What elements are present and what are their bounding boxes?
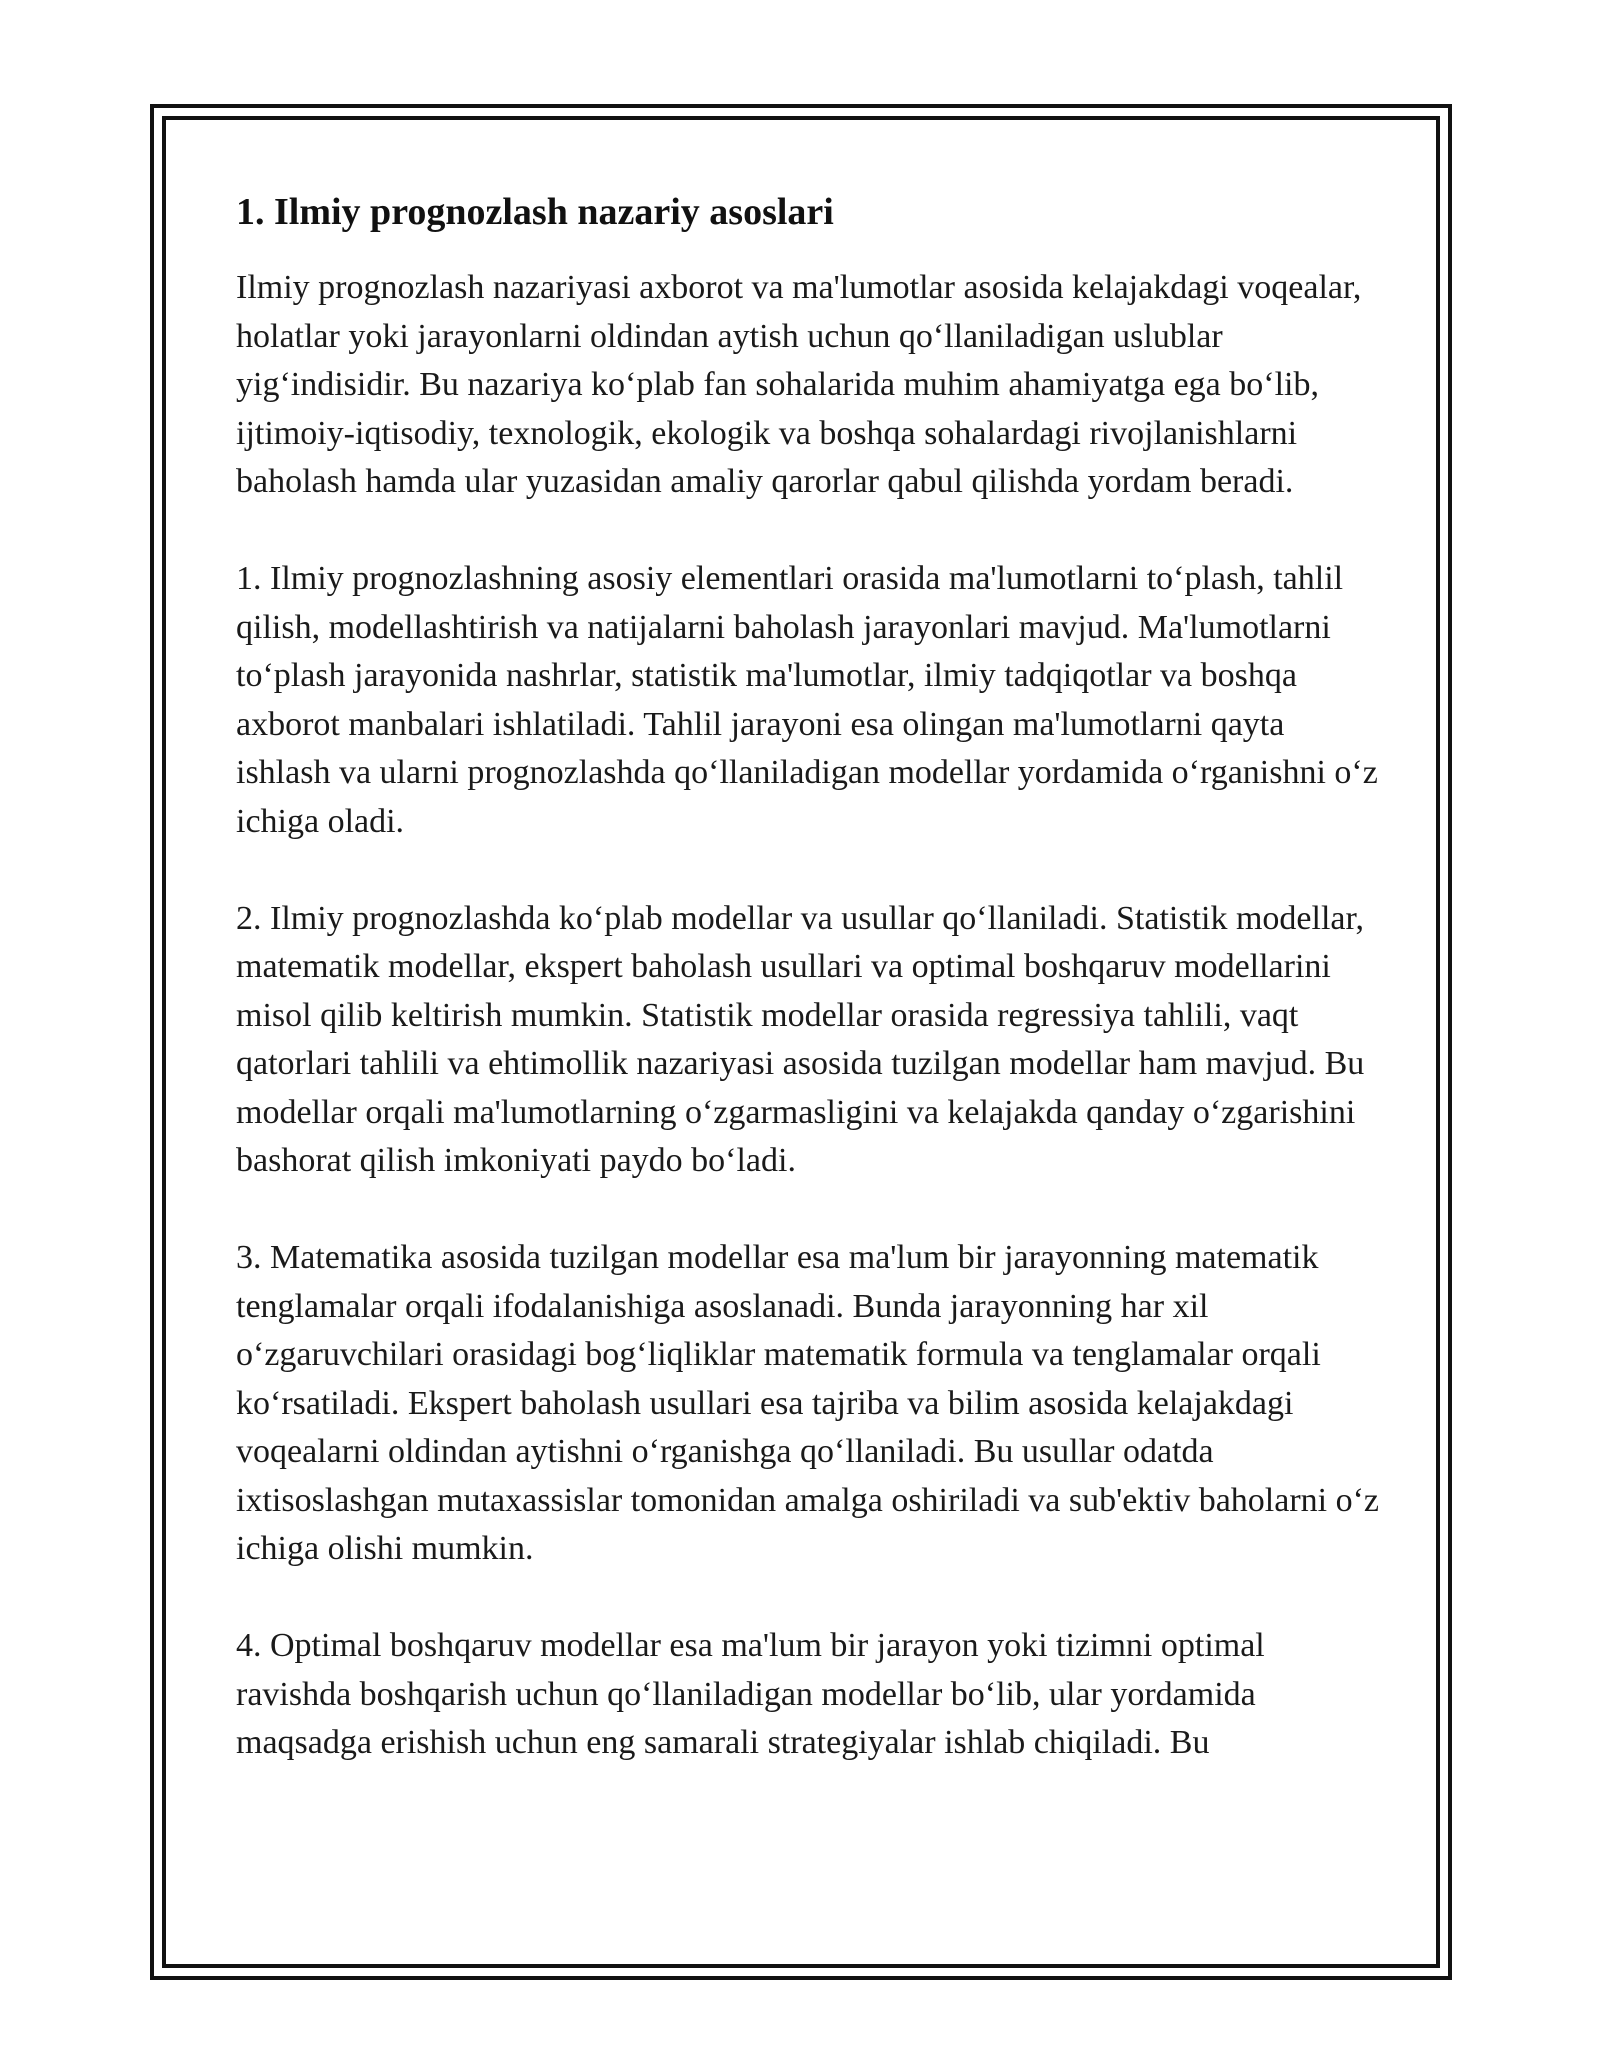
document-body <box>236 186 1386 1816</box>
paragraph-3: 3. Matematika asosida tuzilgan modellar esa ma'lum bir jarayonning matematik tenglamalar orqali ifodalanishiga asoslanadi. Bunda jarayonning har xil o‘zgaruvchilari orasidagi bog‘liqliklar matematik formula va tenglamalar orqali ko‘rsatiladi. Ekspert baholash usullari esa tajriba va bilim asosida kelajakdagi voqealarni oldindan aytishni o‘rganishga qo‘llaniladi. Bu usullar odatda ixtisoslashgan mutaxassislar tomonidan amalga oshiriladi va sub'ektiv baholarni o‘z ichiga olishi mumkin. <box>236 1239 1380 1567</box>
paragraph-2: 2. Ilmiy prognozlashda ko‘plab modellar va usullar qo‘llaniladi. Statistik modellar, matematik modellar, ekspert baholash usullari va optimal boshqaruv modellarini misol qilib keltirish mumkin. Statistik modellar orasida regressiya tahlili, vaqt qatorlari tahlili va ehtimollik nazariyasi asosida tuzilgan modellar ham mavjud. Bu modellar orqali ma'lumotlarning o‘zgarmasligini va kelajakda qanday o‘zgarishini bashorat qilish imkoniyati paydo bo‘ladi. <box>236 899 1365 1179</box>
paragraph-intro: Ilmiy prognozlash nazariyasi axborot va ma'lumotlar asosida kelajakdagi voqealar, holatlar yoki jarayonlarni oldindan aytish uchun qo‘llaniladigan uslublar yig‘indisidir. Bu nazariya ko‘plab fan sohalarida muhim ahamiyatga ega bo‘lib, ijtimoiy-iqtisodiy, texnologik, ekologik va boshqa sohalardagi rivojlanishlarni baholash hamda ular yuzasidan amaliy qarorlar qabul qilishda yordam beradi. <box>236 269 1362 500</box>
section-heading: 1. Ilmiy prognozlash nazariy asoslari <box>236 191 834 233</box>
paragraph-1: 1. Ilmiy prognozlashning asosiy elementlari orasida ma'lumotlarni to‘plash, tahlil qilish, modellashtirish va natijalarni baholash jarayonlari mavjud. Ma'lumotlarni to‘plash jarayonida nashrlar, statistik ma'lumotlar, ilmiy tadqiqotlar va boshqa axborot manbalari ishlatiladi. Tahlil jarayoni esa olingan ma'lumotlarni qayta ishlash va ularni prognozlashda qo‘llaniladigan modellar yordamida o‘rganishni o‘z ichiga oladi. <box>236 560 1378 840</box>
paragraph-4: 4. Optimal boshqaruv modellar esa ma'lum bir jarayon yoki tizimni optimal ravishda boshqarish uchun qo‘llaniladigan modellar bo‘lib, ular yordamida maqsadga erishish uchun eng samarali strategiyalar ishlab chiqiladi. Bu <box>236 1627 1265 1761</box>
